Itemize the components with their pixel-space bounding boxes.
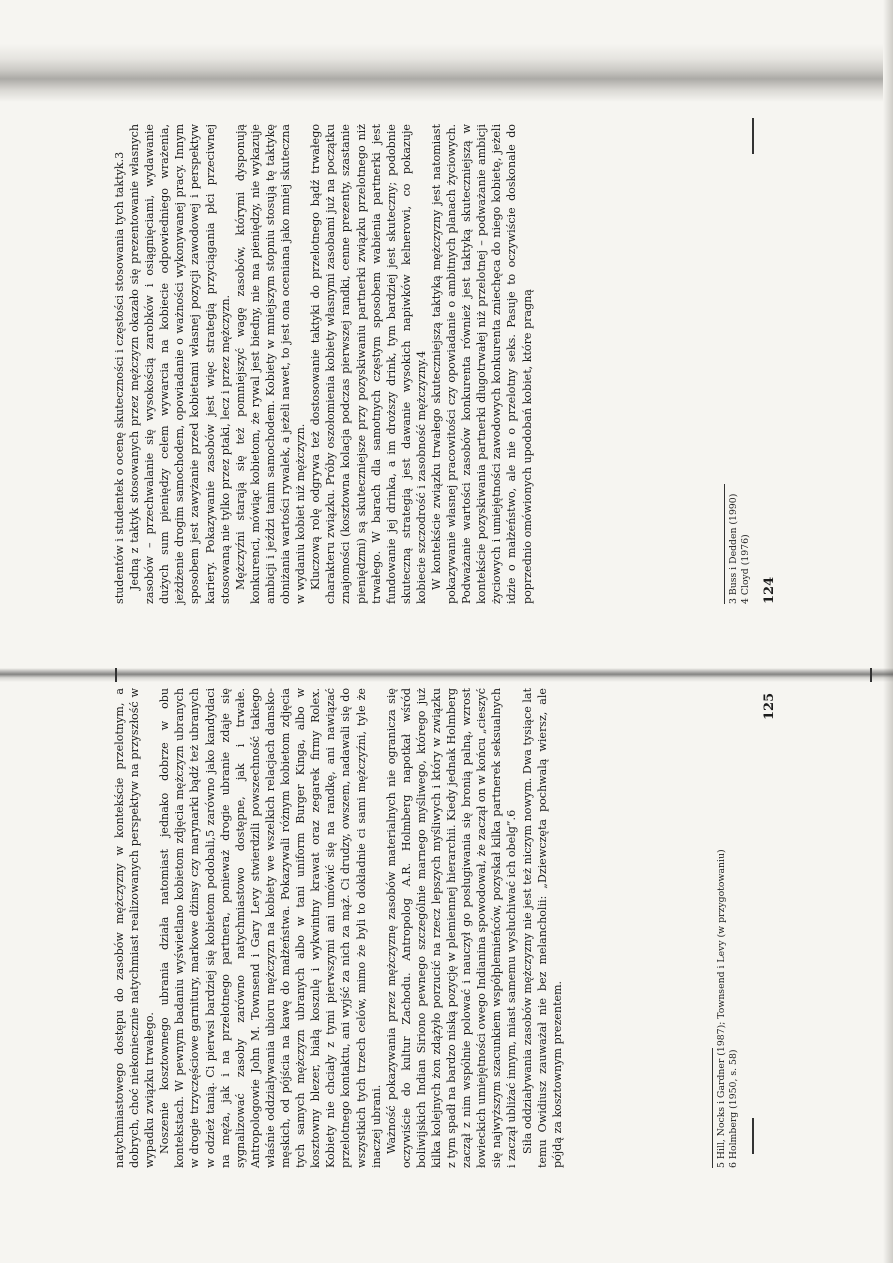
fold-mark-right (870, 668, 882, 682)
footnote: 5 Hill, Nocks i Gardner (1987); Townsend i Levy (w przygotowaniu) (716, 849, 727, 1168)
page-number: 125 (762, 692, 777, 720)
fold-mark-left (115, 668, 127, 682)
footnote: 4 Cloyd (1976) (740, 534, 751, 604)
paragraph: Siła oddziaływania zasobów mężczyzny nie jest też niczym nowym. Dwa tysiące lat temu Owidiusz zauważał nie bez melancholii: „Dziewczęta pochwalą wiersz, ale pójdą za kosztownym prezentem. (520, 688, 564, 1168)
footnote-rule (712, 1048, 713, 1168)
paragraph: Jedną z taktyk stosowanych przez mężczyzn okazało się prezentowanie własnych zasobów – przechwalanie się wysokością zarobków i osiągnięciami, wydawanie dużych sum pieniędzy celem wywarcia na kobiecie odpowiedniego wrażenia, jeżdżenie drogim samochodem, opowiadanie o ważności wykonywanej pracy. Innym sposobem jest zawyżanie przed kobietami własnej pozycji zawodowej i perspektyw kariery. Pokazywanie zasobów jest więc strategią przyciągania płci przeciwnej stosowaną nie tylko przez ptaki, lecz i przez mężczyzn. (128, 124, 232, 604)
page-125-body (112, 688, 565, 1168)
scan-shadow (0, 44, 893, 102)
paragraph: Mężczyźni starają się też pomniejszyć wagę zasobów, którymi dysponują konkurenci, mówiąc kobietom, że rywal jest biedny, nie ma pieniędzy, nie wykazuje ambicji i jeździ tanim samochodem. Kobiety w mniejszym stopniu stosują tę taktykę obniżania wartości rywalek, a jeżeli nawet, to jest ona oceniana jako mniej skuteczna w wydaniu kobiet niż mężczyzn. (233, 124, 308, 604)
paragraph: W kontekście związku trwałego skuteczniejszą taktyką mężczyzny jest natomiast pokazywanie własnej pracowitości czy opowiadanie o ambitnych planach życiowych. Podważanie wartości zasobów konkurenta również jest taktyką skuteczniejszą w kontekście pozyskiwania partnerki długotrwałej niż przelotnej – podważanie ambicji życiowych i umiejętności zawodowych konkurenta zniechęca do niego kobietę, jeżeli idzie o małżeństwo, ale nie o przelotny seks. Pasuje to oczywiście doskonale do poprzednio omówionych upodobań kobiet, które pragną (429, 124, 534, 604)
footnote: 3 Buss i Dedden (1990) (728, 493, 739, 604)
scan-edge (883, 0, 893, 1263)
paragraph: Ważność pokazywania przez mężczyznę zasobów materialnych nie ogranicza się oczywiście do kultur Zachodu. Antropolog A.R. Holmberg napotkał wśród boliwijskich Indian Siriono pewnego szczególnie marnego myśliwego, którego już kilka kolejnych żon zdążyło porzucić na rzecz lepszych myśliwych i który w związku z tym spadł na bardzo niską pozycję w plemiennej hierarchii. Kiedy jednak Holmberg zaczął z nim wspólnie polować i nauczył go posługiwania się bronią palną, wzrost łowieckich umiejętności owego Indianina spowodował, że zaczął on w końcu „cieszyć się najwyższym szacunkiem współplemieńców, pozyskał kilka partnerek seksualnych i zaczął ubliżać innym, miast samemu wysłuchiwać ich obelg”.6 (384, 688, 519, 1168)
page-number: 124 (762, 576, 777, 604)
page-124-footnotes (724, 124, 752, 604)
footnote: 6 Holmberg (1950, s. 58) (728, 1049, 739, 1168)
paragraph: studentów i studentek o ocenę skuteczności i częstości stosowania tych taktyk.3 (113, 151, 126, 604)
page-125-footnotes (712, 688, 740, 1168)
page-fold-line (0, 668, 893, 682)
paragraph: Kluczową rolę odgrywa też dostosowanie taktyki do przelotnego bądź trwałego charakteru związku. Próby oszołomienia kobiety własnymi zasobami już na początku znajomości (kosztowna kolacja podczas pierwszej randki, cenne prezenty, szastanie pieniędzmi) są skuteczniejsze przy pozyskiwaniu partnerki związku przelotnego niż trwałego. W barach dla samotnych częstym sposobem wabienia partnerki jest fundowanie jej drinka, a im droższy drink, tym bardziej jest skuteczny; podobnie skuteczną strategią jest dawanie wysokich napiwków kelnerowi, co pokazuje kobiecie szczodrość i zasobność mężczyzny.4 (309, 124, 428, 604)
paragraph: Noszenie kosztownego ubrania działa natomiast jednako dobrze w obu kontekstach. W pewnym badaniu wyświetlano kobietom zdjęcia mężczyzn ubranych w drogie trzyczęściowe garnitury, markowe dżinsy czy marynarki bądź też ubranych w odzież tanią. Ci pierwsi bardziej się kobietom podobali,5 zarówno jako kandydaci na męża, jak i na przelotnego partnera, ponieważ drogie ubranie zdaje się sygnalizować zasoby zarówno natychmiastowo dostępne, jak i trwałe. Antropologowie John M. Townsend i Gary Levy stwierdzili powszechność takiego właśnie oddziaływania ubioru mężczyzn na kobiety we wszelkich relacjach damsko-męskich, od pójścia na kawę do małżeństwa. Pokazywali różnym kobietom zdjęcia tych samych mężczyzn ubranych albo w tani uniform Burger Kinga, albo w kosztowny blezer, białą koszulę i wykwintny krawat oraz zegarek firmy Rolex. Kobiety nie chciały z tymi pierwszymi ani umówić się na randkę, ani nawiązać przelotnego kontaktu, ani wyjść za nich za mąż. Ci drudzy, owszem, nadawali się do wszystkich tych trzech celów, mimo że byli to dokładnie ci sami mężczyźni, tyle że inaczej ubrani. (158, 688, 383, 1168)
footnote-rule (724, 484, 725, 604)
page-125 (112, 688, 832, 1168)
paragraph: natychmiastowego dostępu do zasobów mężczyzny w kontekście przelotnym, a dobrych, choć niekoniecznie natychmiast realizowanych perspektyw na przyszłość w wypadku związku trwałego. (113, 688, 157, 1168)
page-124 (112, 124, 832, 604)
page-124-body (112, 124, 535, 604)
